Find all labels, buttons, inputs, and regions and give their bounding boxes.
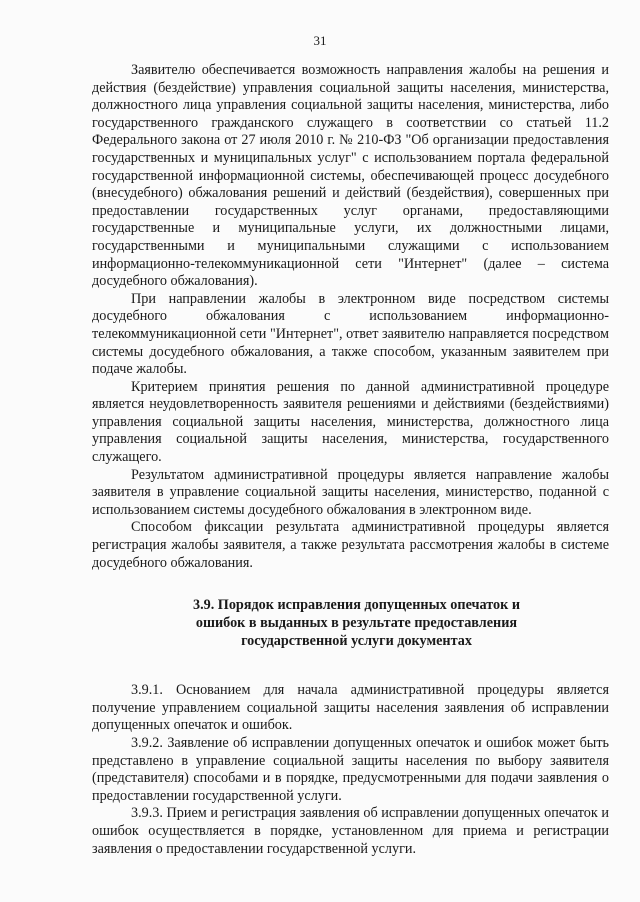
paragraph-electronic-complaint: При направлении жалобы в электронном виде посредством системы досудебного обжалования с использованием информационно-телекоммуникационной сети "Интернет", ответ заявителю направляется посредством системы досудебного обжалования, а также способом, указанным заявителем при подаче жалобы. bbox=[92, 290, 609, 378]
paragraph-3-9-2: 3.9.2. Заявление об исправлении допущенных опечаток и ошибок может быть представлено в управление социальной защиты населения по выбору заявителя (представителя) способами и в порядке, предусмотренными для подачи заявления о предоставлении государственной услуги. bbox=[92, 735, 609, 804]
paragraph-complaint-possibility: Заявителю обеспечивается возможность направления жалобы на решения и действия (бездействие) управления социальной защиты населения, министерства, должностного лица управления социальной защиты населения, министерства, либо государственного гражданского служащего в соответствии со статьей 11.2 Федерального закона от 27 июля 2010 г. № 210-ФЗ "Об организации предоставления государственных и муниципальных услуг" с использованием портала федеральной государственной информационной системы, обеспечивающей процесс досудебного (внесудебного) обжалования решений и действий (бездействия), совершенных при предоставлении государственных услуг органами, предоставляющими государственные и муниципальные услуги, их должностными лицами, государственными и муниципальными служащими с использованием информационно-телекоммуникационной сети "Интернет" (далее – система досудебного обжалования). bbox=[92, 62, 609, 290]
section-heading-line-1: 3.9. Порядок исправления допущенных опечаток и bbox=[192, 597, 521, 614]
paragraph-3-9-3: 3.9.3. Прием и регистрация заявления об исправлении допущенных опечаток и ошибок осуществляется в порядке, установленном для приема и регистрации заявления о предоставлении государственной услуги. bbox=[92, 805, 609, 857]
paragraph-procedure-result: Результатом административной процедуры является направление жалобы заявителя в управление социальной защиты населения, министерство, поданной с использованием системы досудебного обжалования в электронном виде. bbox=[92, 466, 609, 518]
section-heading-line-2: ошибок в выданных в результате предоставления bbox=[195, 615, 518, 632]
section-heading-line-3: государственной услуги документах bbox=[241, 633, 472, 650]
paragraph-result-fixation: Способом фиксации результата административной процедуры является регистрация жалобы заявителя, а также результата рассмотрения жалобы в системе досудебного обжалования. bbox=[92, 519, 609, 571]
paragraph-3-9-1: 3.9.1. Основанием для начала административной процедуры является получение управлением социальной защиты населения заявления об исправлении допущенных опечаток и ошибок. bbox=[92, 682, 609, 734]
page-number: 31 bbox=[313, 33, 327, 48]
paragraph-decision-criterion: Критерием принятия решения по данной административной процедуре является неудовлетворенность заявителя решениями и действиями (бездействиями) управления социальной защиты населения, министерства, должностного лица управления социальной защиты населения, министерства, государственного служащего. bbox=[92, 378, 609, 466]
section-heading-3-9 bbox=[92, 596, 609, 650]
document-body bbox=[92, 62, 609, 858]
